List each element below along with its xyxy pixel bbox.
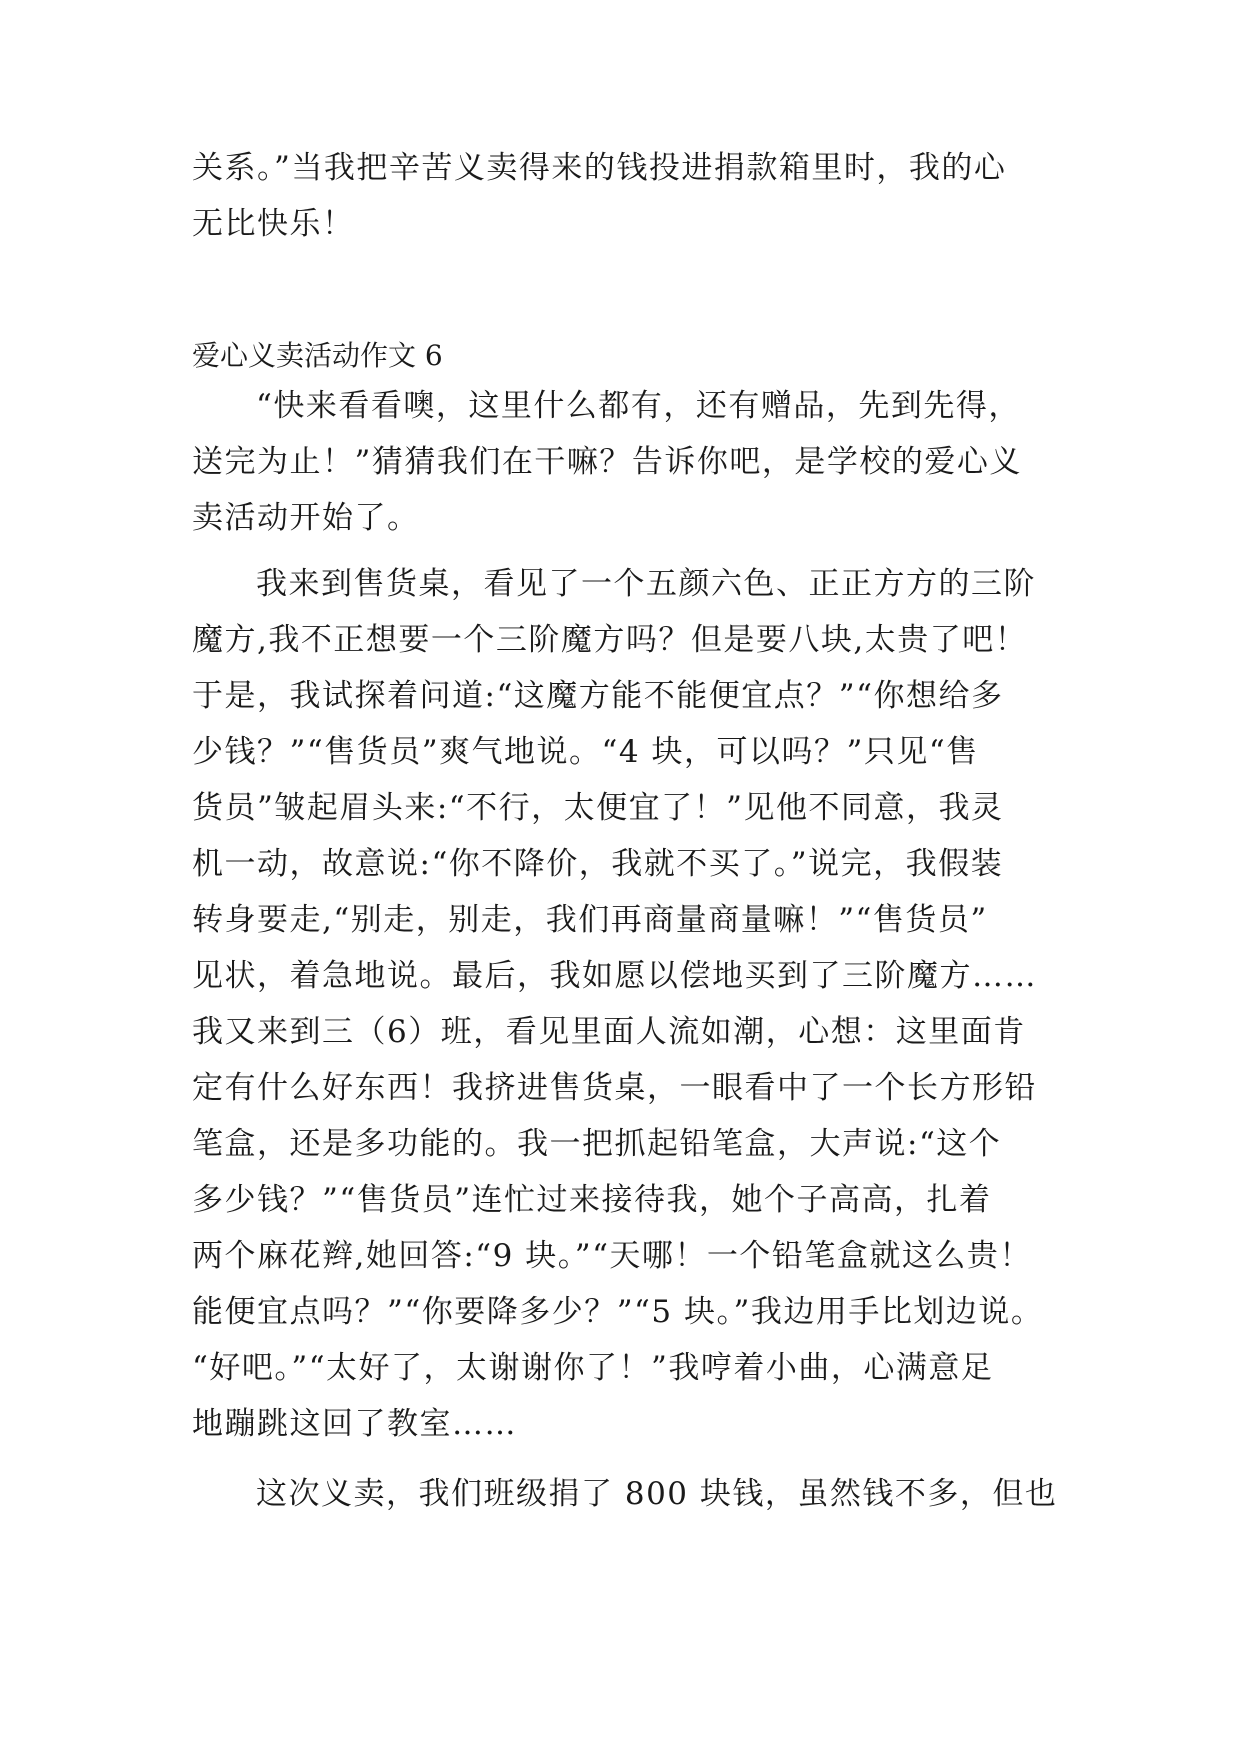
text-line: 于是，我试探着问道:“这魔方能不能便宜点？”“你想给多 xyxy=(192,678,1004,714)
text-line: 魔方,我不正想要一个三阶魔方吗？但是要八块,太贵了吧！ xyxy=(192,622,1028,658)
text-line: 转身要走,“别走，别走，我们再商量商量嘛！”“售货员” xyxy=(192,902,988,938)
text-line: 卖活动开始了。 xyxy=(192,500,420,536)
text-line: 无比快乐！ xyxy=(192,206,355,242)
text-line: 定有什么好东西！我挤进售货桌，一眼看中了一个长方形铅 xyxy=(192,1070,1037,1106)
text-line: 我来到售货桌，看见了一个五颜六色、正正方方的三阶 xyxy=(256,566,1036,602)
text-line: 能便宜点吗？”“你要降多少？”“5 块。”我边用手比划边说。 xyxy=(192,1294,1044,1330)
text-line: 我又来到三（6）班，看见里面人流如潮，心想：这里面肯 xyxy=(192,1014,1026,1050)
text-line: 笔盒，还是多功能的。我一把抓起铅笔盒，大声说:“这个 xyxy=(192,1126,1002,1162)
text-line: “快来看看噢，这里什么都有，还有赠品，先到先得， xyxy=(256,388,1021,424)
text-line: “好吧。”“太好了，太谢谢你了！”我哼着小曲，心满意足 xyxy=(192,1350,994,1386)
text-line: 关系。”当我把辛苦义卖得来的钱投进捐款箱里时，我的心 xyxy=(192,150,1007,186)
section-heading: 爱心义卖活动作文 6 xyxy=(192,339,443,372)
text-line: 送完为止！”猜猜我们在干嘛？告诉你吧，是学校的爱心义 xyxy=(192,444,1022,480)
text-line: 机一动，故意说:“你不降价，我就不买了。”说完，我假装 xyxy=(192,846,1004,882)
text-line: 两个麻花辫,她回答:“9 块。”“天哪！一个铅笔盒就这么贵！ xyxy=(192,1238,1032,1274)
text-line: 货员”皱起眉头来:“不行，太便宜了！”见他不同意，我灵 xyxy=(192,790,1004,826)
text-line: 地蹦跳这回了教室…… xyxy=(192,1406,517,1442)
text-line: 见状，着急地说。最后，我如愿以偿地买到了三阶魔方…… xyxy=(192,958,1037,994)
text-line: 多少钱？”“售货员”连忙过来接待我，她个子高高，扎着 xyxy=(192,1182,992,1218)
text-line: 少钱？”“售货员”爽气地说。“4 块，可以吗？”只见“售 xyxy=(192,734,979,770)
text-line: 这次义卖，我们班级捐了 800 块钱，虽然钱不多，但也 xyxy=(256,1476,1058,1512)
